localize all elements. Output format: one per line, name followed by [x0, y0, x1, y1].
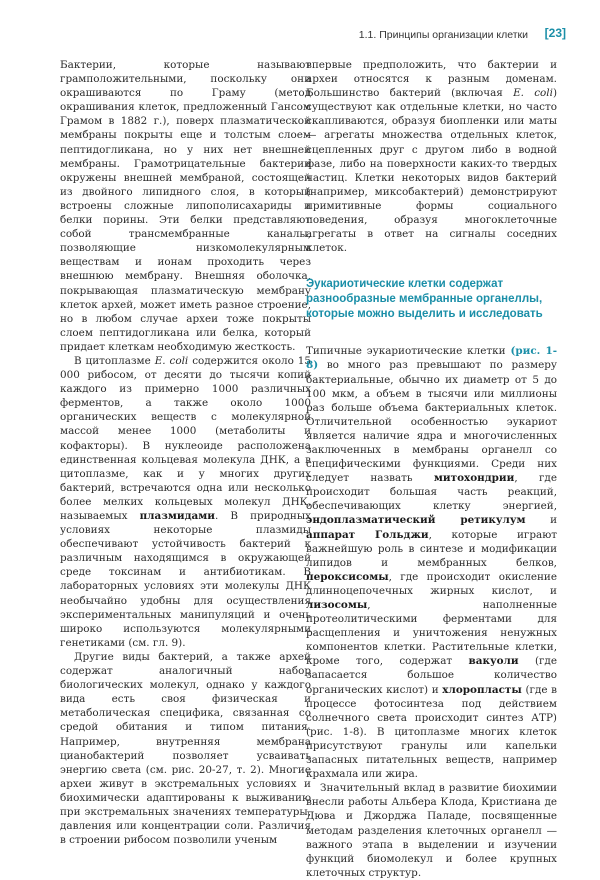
section-heading: Эукариотические клетки содержат разнообразные мембранные органеллы, которые можно выделить и исследовать: [306, 278, 543, 321]
paragraph: впервые предположить, что бактерии и археи относятся к разным доменам. Большинство бактерий (включая E. coli) существуют как отдельные клетки, но часто скапливаются, образуя биопленки или маты — агрегаты множества отдельных клеток, сцепленных друг с другом либо в водной фазе, либо на поверхности каких-то твердых частиц. Клетки некоторых видов бактерий (например, миксобактерий) демонстрируют примитивные формы социального поведения, образуя многоклеточные агрегаты в ответ на сигналы соседних клеток.: [306, 59, 557, 255]
paragraph: Типичные эукариотические клетки (рис. 1-8) во много раз превышают по размеру бактериальные, обычно их диаметр от 5 до 100 мкм, а объем в тысячи или миллионы раз больше объема бактериальных клеток. Отличительной особенностью эукариот является наличие ядра и многочисленных заключенных в мембраны органелл со специфическими функциями. Среди них следует назвать митохондрии, где происходит большая часть реакций, обеспечивающих клетку энергией, эндоплазматический ретикулум и аппарат Гольджи, которые играют важнейшую роль в синтезе и модификации липидов и мембранных белков, пероксисомы, где происходит окисление длинноцепочечных жирных кислот, и лизосомы, наполненные протеолитическими ферментами для расщепления и уничтожения ненужных компонентов клетки. Растительные клетки, кроме того, содержат вакуоли (где запасается большое количество органических кислот) и хлоропласты (где в процессе фотосинтеза под действием солнечного света происходит синтез АТР) (рис. 1-8). В цитоплазме многих клеток присутствуют гранулы или капельки запасных питательных веществ, например крахмала или жира.: [306, 345, 558, 781]
paragraph: В цитоплазме E. coli содержится около 15 000 рибосом, от десяти до тысячи копий каждого из примерно 1000 различных ферментов, а также около 1000 органических веществ с молекулярной массой менее 1000 (метаболиты и кофакторы). В нуклеоиде расположена единственная кольцевая молекула ДНК, а в цитоплазме, как и у многих других бактерий, встречаются одна или несколько более мелких кольцевых молекул ДНК, называемых плазмидами. В природных условиях некоторые плазмиды обеспечивают устойчивость бактерий к различным находящимся в окружающей среде токсинам и антибиотикам. В лабораторных условиях эти молекулы ДНК необычайно удобны для осуществления экспериментальных манипуляций и очень широко используются молекулярными генетиками (см. гл. 9).: [60, 354, 311, 649]
left-column: [60, 58, 311, 847]
paragraph: Бактерии, которые называют грамположительными, поскольку они окрашиваются по Граму (метод окрашивания клеток, предложенный Гансом Грамом в 1882 г.), поверх плазматической мембраны покрыты еще и толстым слоем пептидогликана, но у них нет внешней мембраны. Грамотрицательные бактерии окружены внешней мембраной, состоящей из двойного липидного слоя, в который встроены сложные липополисахариды и белки порины. Эти белки представляют собой трансмембранные каналы, позволяющие низкомолекулярным веществам и ионам проходить через внешнюю мембрану. Внешняя оболочка, покрывающая плазматическую мембрану клеток архей, может иметь разное строение, но в любом случае археи тоже покрыты слоем пептидогликана или белка, который придает клеткам необходимую жесткость.: [60, 59, 311, 353]
section-title: 1.1. Принципы организации клетки: [358, 29, 528, 41]
right-column: [306, 58, 557, 880]
paragraph: Другие виды бактерий, а также архей содержат аналогичный набор биологических молекул, однако у каждого вида есть своя физическая и метаболическая специфика, связанная со средой обитания и типом питания. Например, внутренняя мембрана цианобактерий позволяет усваивать энергию света (см. рис. 20-27, т. 2). Многие археи живут в экстремальных условиях и биохимически адаптированы к выживанию при экстремальных значениях температуры, давления или концентрации соли. Различия в строении рибосом позволили ученым: [60, 650, 311, 847]
term-plasmids: плазмидами: [139, 510, 215, 522]
page-header: [0, 26, 600, 46]
paragraph: Значительный вклад в развитие биохимии внесли работы Альбера Клода, Кристиана де Дюва и Джорджа Паладе, посвященные методам разделения клеточных органелл — важного этапа в выделении и изучении функций биомолекул и более крупных клеточных структур.: [306, 782, 557, 879]
page-number: [23]: [544, 26, 566, 40]
figure-reference[interactable]: (рис. 1-8): [306, 345, 558, 372]
